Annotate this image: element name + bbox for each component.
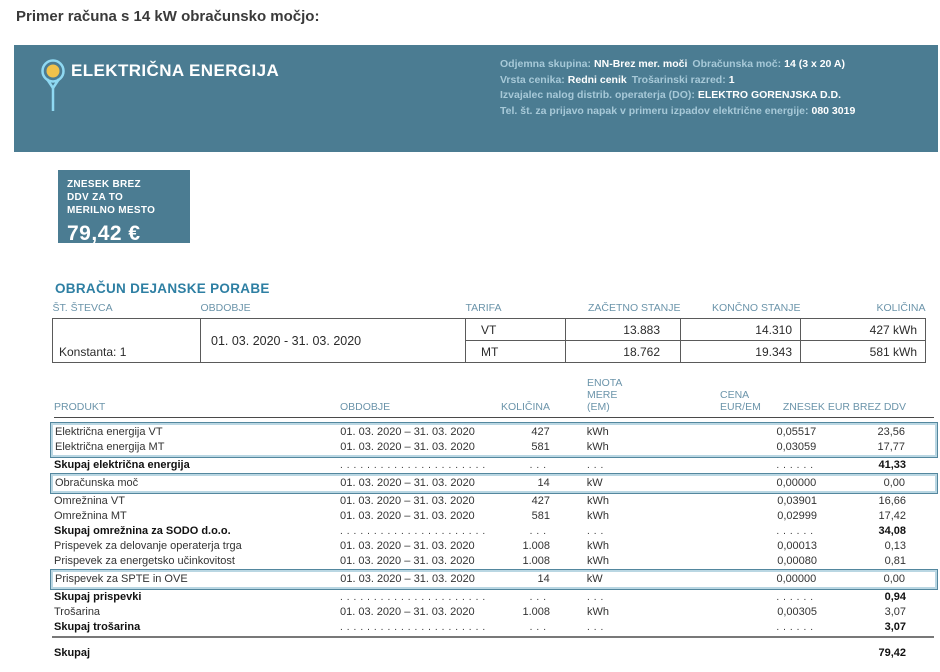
subtotal-row	[54, 590, 934, 605]
highlighted-row-group	[50, 569, 938, 590]
col-header-obdobje: OBDOBJE	[340, 401, 391, 413]
info-value: Redni cenik	[567, 73, 627, 86]
cell-enota: kWh	[587, 540, 609, 552]
cell-produkt: Skupaj električna energija	[54, 459, 190, 471]
product-row	[55, 476, 933, 491]
cell-kolicina: 14	[537, 477, 550, 489]
cell-tarifa: VT	[466, 319, 566, 341]
info-line-vrsta-cenika	[500, 73, 860, 89]
cell-kolicina: 581 kWh	[801, 341, 926, 363]
cell-obdobje: 01. 03. 2020 – 31. 03. 2020	[340, 426, 475, 438]
cell-cena: 0,05517	[776, 426, 817, 438]
cell-obdobje: 01. 03. 2020 – 31. 03. 2020	[340, 441, 475, 453]
energy-header-band	[14, 45, 938, 152]
info-label: Vrsta cenika:	[500, 73, 565, 86]
info-value: ELEKTRO GORENJSKA D.D.	[697, 89, 842, 101]
cell-cena: 0,00000	[776, 573, 817, 585]
cell-cena: ......	[776, 592, 817, 603]
cell-obdobje: 01. 03. 2020 – 31. 03. 2020	[340, 540, 475, 552]
cell-obdobje: 01. 03. 2020 – 31. 03. 2020	[340, 510, 475, 522]
grand-total-row	[54, 647, 934, 659]
cell-produkt: Omrežnina MT	[54, 510, 127, 522]
col-header-kolicina: KOLIČINA	[876, 302, 926, 314]
cell-produkt: Skupaj omrežnina za SODO d.o.o.	[54, 525, 231, 537]
cell-obdobje: 01. 03. 2020 – 31. 03. 2020	[340, 495, 475, 507]
cell-kolicina: 427	[531, 426, 550, 438]
cell-produkt: Omrežnina VT	[54, 495, 125, 507]
cell-obdobje: 01. 03. 2020 – 31. 03. 2020	[340, 606, 475, 618]
amount-box-value: 79,42 €	[67, 222, 141, 245]
cell-enota: kW	[586, 573, 603, 585]
subtotal-row	[54, 620, 934, 635]
cell-kolicina: 427	[531, 495, 550, 507]
info-label: Trošarinski razred:	[631, 73, 726, 86]
cell-cena: 0,00080	[777, 555, 817, 567]
cell-cena: 0,00013	[777, 540, 817, 552]
cell-obdobje: ......................	[340, 622, 490, 633]
cell-cena: ......	[776, 460, 817, 471]
products-header-row	[54, 377, 934, 418]
product-row	[55, 440, 933, 455]
cell-znesek: 0,13	[884, 540, 906, 552]
col-header-cena-line2: EUR/EM	[720, 401, 761, 413]
products-table	[54, 377, 934, 635]
col-header-produkt: PRODUKT	[54, 401, 106, 413]
col-header-stevec: ŠT. ŠTEVCA	[52, 302, 113, 314]
cell-kolicina: 581	[531, 510, 550, 522]
cell-enota: kWh	[587, 510, 609, 522]
cell-obdobje: 01. 03. 2020 – 31. 03. 2020	[340, 573, 475, 585]
col-header-enota-line2: MERE (EM)	[587, 389, 618, 413]
cell-cena: 0,03901	[777, 495, 817, 507]
subtotal-row	[54, 524, 934, 539]
cell-zacetno: 18.762	[566, 341, 681, 363]
product-row	[55, 425, 933, 440]
cell-znesek: 17,42	[878, 510, 906, 522]
cell-kolicina: ...	[529, 592, 550, 603]
info-line-odjemna-skupina	[500, 57, 860, 73]
info-line-telefon	[500, 104, 860, 120]
cell-kolicina: 1.008	[522, 555, 550, 567]
cell-znesek: 0,00	[883, 573, 905, 585]
info-label: Tel. št. za prijavo napak v primeru izpadov električne energije:	[500, 104, 809, 117]
cell-produkt: Skupaj prispevki	[54, 591, 142, 603]
grand-total-divider	[52, 636, 934, 638]
highlighted-row-group	[50, 422, 938, 458]
info-line-izvajalec	[500, 88, 860, 104]
cell-tarifa: MT	[466, 341, 566, 363]
info-label: Izvajalec nalog distrib. operaterja (DO):	[500, 89, 695, 101]
cell-enota: kWh	[587, 606, 609, 618]
cell-znesek: 0,81	[884, 555, 906, 567]
col-header-zacetno: ZAČETNO STANJE	[587, 302, 681, 314]
cell-kolicina: ...	[529, 622, 550, 633]
cell-znesek: 16,66	[878, 495, 906, 507]
cell-enota: kWh	[587, 495, 609, 507]
cell-enota: kWh	[586, 441, 609, 453]
product-row	[54, 554, 934, 569]
cell-koncno: 19.343	[681, 341, 801, 363]
col-header-znesek: ZNESEK EUR BREZ DDV	[782, 401, 906, 413]
cell-cena: 0,00000	[776, 477, 817, 489]
row-group	[54, 458, 934, 473]
col-header-cena-line1: CENA	[720, 389, 750, 401]
cell-produkt: Električna energija MT	[55, 441, 165, 453]
col-header-koncno: KONČNO STANJE	[712, 302, 801, 314]
products-body	[54, 422, 934, 635]
amount-box-label: ZNESEK BREZ DDV ZA TO MERILNO MESTO	[67, 179, 156, 216]
subtotal-row	[54, 458, 934, 473]
cell-produkt: Obračunska moč	[55, 477, 139, 489]
cell-enota: ...	[587, 622, 608, 633]
cell-kolicina: 427 kWh	[801, 319, 926, 341]
cell-cena: ......	[776, 526, 817, 537]
cell-enota: ...	[587, 460, 608, 471]
info-value: 080 3019	[811, 104, 856, 117]
row-group	[54, 494, 934, 569]
product-row	[54, 494, 934, 509]
cell-kolicina: ...	[529, 460, 550, 471]
cell-znesek: 17,77	[877, 441, 905, 453]
product-row	[54, 539, 934, 554]
lightbulb-icon	[36, 57, 70, 115]
cell-zacetno: 13.883	[566, 319, 681, 341]
cell-kolicina: 1.008	[522, 540, 550, 552]
energy-header-title: ELEKTRIČNA ENERGIJA	[71, 61, 280, 80]
info-value: NN-Brez mer. moči	[594, 58, 688, 70]
grand-total-label: Skupaj	[54, 647, 91, 659]
meter-table-header-row	[53, 302, 926, 319]
cell-produkt: Električna energija VT	[55, 426, 163, 438]
cell-cena: 0,00305	[777, 606, 817, 618]
cell-cena: ......	[776, 622, 817, 633]
col-header-enota-mere	[550, 377, 640, 413]
cell-obdobje: 01. 03. 2020 – 31. 03. 2020	[340, 555, 475, 567]
section-title: OBRAČUN DEJANSKE PORABE	[55, 281, 270, 296]
product-row	[54, 605, 934, 620]
cell-obdobje: ......................	[340, 592, 490, 603]
highlighted-row-group	[50, 473, 938, 494]
cell-koncno: 14.310	[681, 319, 801, 341]
cell-znesek: 0,94	[884, 591, 906, 603]
amount-box	[58, 170, 190, 243]
cell-produkt: Prispevek za SPTE in OVE	[55, 573, 188, 585]
cell-produkt: Trošarina	[54, 606, 101, 618]
cell-kolicina: ...	[529, 526, 550, 537]
cell-obdobje: ......................	[340, 526, 490, 537]
meter-readings-table	[52, 302, 925, 363]
energy-header-info	[500, 57, 860, 119]
col-header-obdobje: OBDOBJE	[200, 302, 251, 314]
cell-znesek: 34,08	[878, 525, 906, 537]
cell-znesek: 0,00	[883, 477, 905, 489]
cell-konstanta: Konstanta: 1	[53, 319, 201, 363]
cell-znesek: 41,33	[878, 459, 906, 471]
cell-kolicina: 1.008	[522, 606, 550, 618]
col-header-cena	[640, 389, 763, 413]
cell-produkt: Prispevek za delovanje operaterja trga	[54, 540, 242, 552]
cell-produkt: Prispevek za energetsko učinkovitost	[54, 555, 235, 567]
cell-znesek: 3,07	[884, 606, 906, 618]
cell-obdobje: 01. 03. 2020 - 31. 03. 2020	[201, 319, 466, 363]
cell-znesek: 3,07	[884, 621, 906, 633]
cell-produkt: Skupaj trošarina	[54, 621, 141, 633]
row-group	[54, 590, 934, 635]
cell-obdobje: 01. 03. 2020 – 31. 03. 2020	[340, 477, 475, 489]
product-row	[54, 509, 934, 524]
product-row	[55, 572, 933, 587]
info-value: 1	[728, 73, 735, 86]
info-label: Odjemna skupina:	[500, 58, 592, 70]
cell-enota: kW	[586, 477, 603, 489]
cell-enota: kWh	[586, 426, 609, 438]
cell-cena: 0,03059	[776, 441, 817, 453]
col-header-enota-line1: ENOTA	[587, 377, 623, 389]
meter-row-vt	[53, 319, 926, 341]
cell-obdobje: ......................	[340, 460, 490, 471]
col-header-kolicina: KOLIČINA	[500, 401, 550, 413]
col-header-tarifa: TARIFA	[465, 302, 502, 314]
page-title: Primer računa s 14 kW obračunsko močjo:	[16, 8, 320, 25]
info-value: 14 (3 x 20 A)	[784, 58, 846, 70]
cell-enota: ...	[587, 592, 608, 603]
info-label: Obračunska moč:	[692, 58, 782, 70]
cell-enota: kWh	[587, 555, 609, 567]
grand-total-value: 79,42	[878, 647, 906, 659]
cell-cena: 0,02999	[777, 510, 817, 522]
cell-enota: ...	[587, 526, 608, 537]
cell-kolicina: 14	[537, 573, 550, 585]
cell-kolicina: 581	[531, 441, 550, 453]
cell-znesek: 23,56	[877, 426, 905, 438]
